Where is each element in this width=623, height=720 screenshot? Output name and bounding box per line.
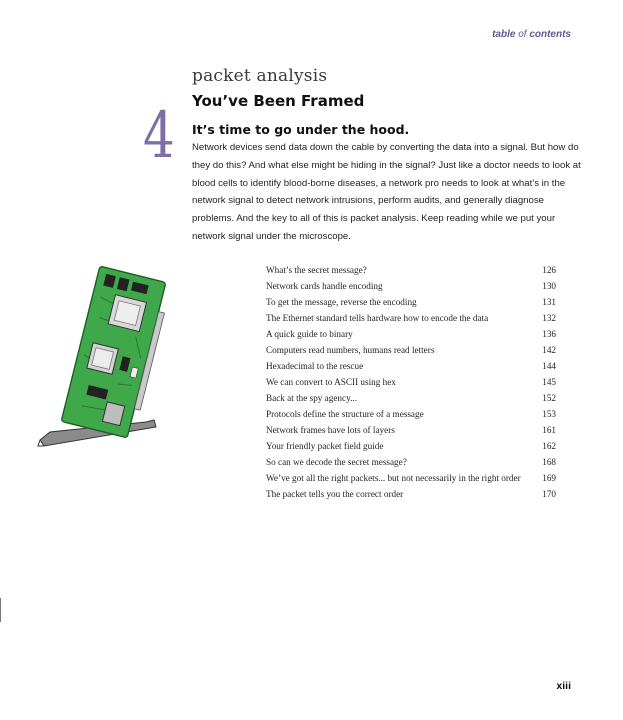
toc-row-page: 168: [542, 457, 556, 467]
toc-row-title: A quick guide to binary: [266, 329, 353, 339]
toc-row-page: 162: [542, 441, 556, 451]
toc-row[interactable]: [266, 310, 556, 326]
toc-row[interactable]: [266, 390, 556, 406]
toc-row-page: 136: [542, 329, 556, 339]
toc-row-title: Protocols define the structure of a message: [266, 409, 424, 419]
toc-row-title: Hexadecimal to the rescue: [266, 361, 364, 371]
toc-list: [266, 262, 556, 502]
toc-row-page: 132: [542, 313, 556, 323]
chapter-title: You’ve Been Framed: [192, 92, 365, 110]
toc-row-title: We can convert to ASCII using hex: [266, 377, 396, 387]
running-head: [492, 29, 571, 40]
running-head-contents: contents: [529, 29, 571, 40]
toc-row[interactable]: [266, 342, 556, 358]
running-head-of: of: [518, 29, 527, 40]
toc-row[interactable]: [266, 374, 556, 390]
running-head-table: table: [492, 29, 516, 40]
toc-row-title: Back at the spy agency...: [266, 393, 357, 403]
toc-row[interactable]: [266, 294, 556, 310]
chapter-intro: Network devices send data down the cable by converting the data into a signal. But how do they do this? And what else might be hiding in the signal? Just like a doctor needs to look at blood cells to identify blood-borne diseases, a network pro needs to look at what’s in the network signal to detect network intrusions, perform audits, and generally diagnose problems. And the key to all of this is packet analysis. Keep reading while we put your network signal under the microscope.: [192, 142, 581, 242]
toc-row-page: 169: [542, 473, 556, 483]
toc-row-title: Network frames have lots of layers: [266, 425, 395, 435]
toc-row-page: 130: [542, 281, 556, 291]
toc-row[interactable]: [266, 454, 556, 470]
toc-row[interactable]: [266, 262, 556, 278]
toc-row-title: Computers read numbers, humans read letters: [266, 345, 435, 355]
toc-row-page: 144: [542, 361, 556, 371]
toc-row[interactable]: [266, 406, 556, 422]
toc-row-title: To get the message, reverse the encoding: [266, 297, 417, 307]
toc-row-title: Network cards handle encoding: [266, 281, 383, 291]
toc-row-title: The Ethernet standard tells hardware how to encode the data: [266, 313, 489, 323]
toc-row-title: What’s the secret message?: [266, 265, 367, 275]
page-number: xiii: [556, 680, 571, 692]
toc-row-page: 142: [542, 345, 556, 355]
toc-row-page: 152: [542, 393, 556, 403]
network-card-icon: [36, 262, 196, 452]
toc-row-page: 170: [542, 489, 556, 499]
toc-row-title: We’ve got all the right packets... but not necessarily in the right order: [266, 473, 521, 483]
toc-row[interactable]: [266, 470, 556, 486]
toc-row-title: So can we decode the secret message?: [266, 457, 407, 467]
toc-row-title: The packet tells you the correct order: [266, 489, 404, 499]
toc-row-page: 131: [542, 297, 556, 307]
network-card-illustration: [36, 262, 196, 457]
toc-row-title: Your friendly packet field guide: [266, 441, 384, 451]
toc-row-page: 153: [542, 409, 556, 419]
toc-row[interactable]: [266, 358, 556, 374]
chapter-subtitle: It’s time to go under the hood.: [192, 122, 410, 137]
toc-row-page: 161: [542, 425, 556, 435]
toc-row-page: 145: [542, 377, 556, 387]
toc-row-page: 126: [542, 265, 556, 275]
toc-row[interactable]: [266, 278, 556, 294]
toc-row[interactable]: [266, 486, 556, 502]
page-edge-mark: [0, 598, 1, 622]
toc-row[interactable]: [266, 438, 556, 454]
toc-row[interactable]: [266, 422, 556, 438]
chapter-label: packet analysis: [192, 66, 328, 86]
chapter-number: 4: [143, 99, 175, 173]
toc-row[interactable]: [266, 326, 556, 342]
